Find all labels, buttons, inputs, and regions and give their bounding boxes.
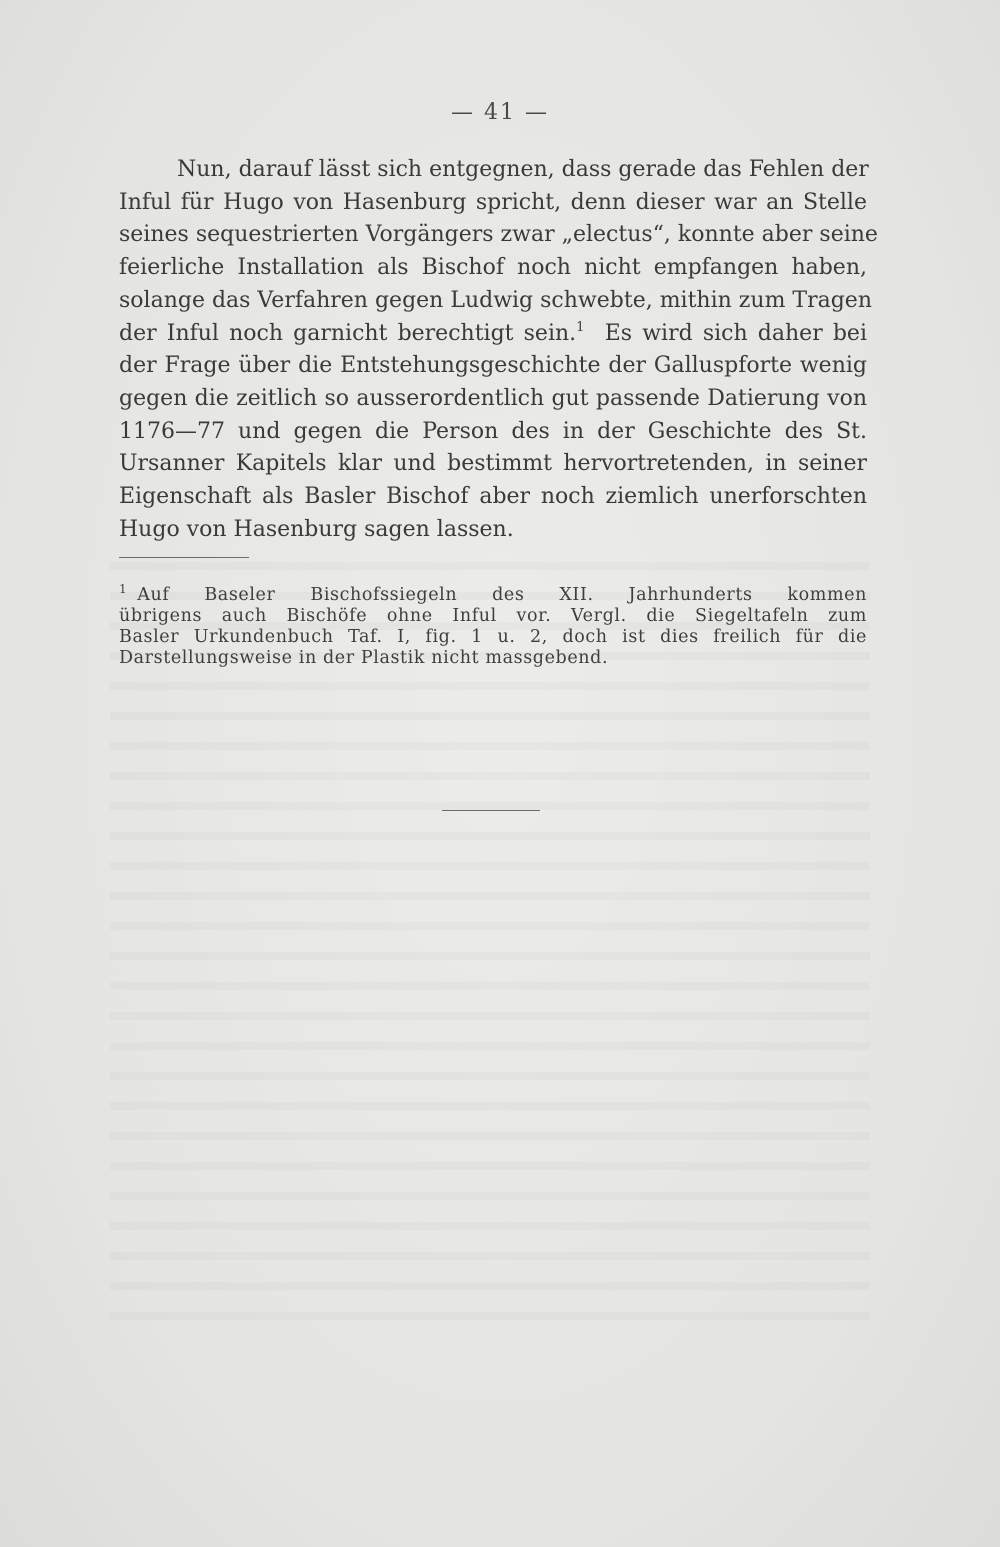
body-line: der Frage über die Entstehungsgeschichte der Galluspforte wenig xyxy=(119,353,867,379)
body-line: Ursanner Kapitels klar und bestimmt hervortretenden, in seiner xyxy=(119,451,867,477)
footnote-line: Basler Urkundenbuch Taf. I, fig. 1 u. 2, doch ist dies freilich für die xyxy=(119,627,867,647)
body-line: Eigenschaft als Basler Bischof aber noch ziemlich unerforschten xyxy=(119,484,867,510)
body-paragraph xyxy=(119,154,878,546)
body-line-with-footnote xyxy=(119,318,867,351)
page-number: — 41 — xyxy=(451,100,549,125)
footnote-reference: 1 xyxy=(576,319,585,335)
section-end-rule xyxy=(442,810,540,811)
footnote-line: Darstellungsweise in der Plastik nicht massgebend. xyxy=(119,648,609,668)
body-line: Hugo von Hasenburg sagen lassen. xyxy=(119,516,514,542)
body-line: 1176—77 und gegen die Person des in der Geschichte des St. xyxy=(119,418,867,444)
body-line: feierliche Installation als Bischof noch nicht empfangen haben, xyxy=(119,255,867,281)
body-line: Inful für Hugo von Hasenburg spricht, denn dieser war an Stelle xyxy=(119,189,867,215)
body-line: gegen die zeitlich so ausserordentlich gut passende Datierung von xyxy=(119,385,867,411)
body-line: Nun, darauf lässt sich entgegnen, dass gerade das Fehlen der xyxy=(177,157,869,182)
footnote-line xyxy=(119,582,867,606)
footnote-marker: 1 xyxy=(119,582,128,596)
body-line-part: Es wird sich daher bei xyxy=(604,320,867,346)
footnote-text: Auf Baseler Bischofssiegeln des XII. Jahrhunderts kommen xyxy=(137,585,867,605)
body-line: solange das Verfahren gegen Ludwig schwebte, mithin zum Tragen xyxy=(119,287,872,313)
footnote xyxy=(119,582,867,669)
body-line: seines sequestrierten Vorgängers zwar „electus“, konnte aber seine xyxy=(119,222,878,248)
footnote-line: übrigens auch Bischöfe ohne Inful vor. Vergl. die Siegeltafeln zum xyxy=(119,606,867,626)
body-line-part: der Inful noch garnicht berechtigt sein. xyxy=(119,320,577,346)
footnote-separator xyxy=(119,557,249,558)
